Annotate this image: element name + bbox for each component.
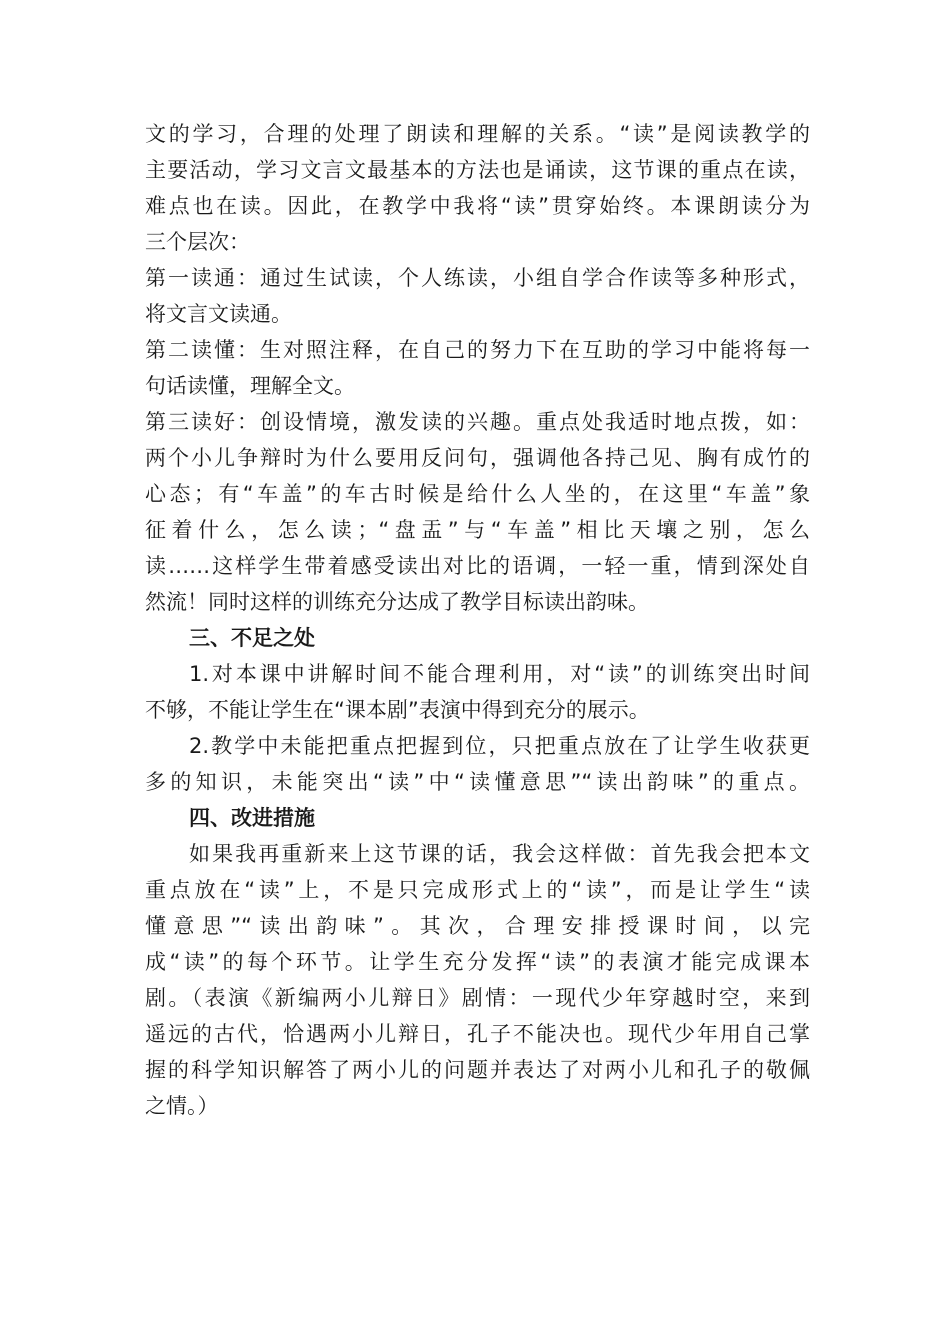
text-line: 如果我再重新来上这节课的话，我会这样做：首先我会把本文 — [189, 842, 810, 866]
text-line: 征着什么，怎么读；“盘盂”与“车盖”相比天壤之别，怎么 — [145, 518, 810, 542]
text-line: 第一读通：通过生试读，个人练读，小组自学合作读等多种形式， — [145, 266, 810, 290]
text-line: 心态；有“车盖”的车古时候是给什么人坐的，在这里“车盖”象 — [145, 482, 810, 506]
text-line: 1.对本课中讲解时间不能合理利用，对“读”的训练突出时间 — [189, 662, 810, 686]
text-line: 2.教学中未能把重点把握到位，只把重点放在了让学生收获更 — [189, 734, 810, 758]
text-line: 不够，不能让学生在“课本剧”表演中得到充分的展示。 — [145, 698, 650, 722]
text-line: 剧。（表演《新编两小儿辩日》剧情：一现代少年穿越时空，来到 — [145, 986, 810, 1010]
text-line: 难点也在读。因此，在教学中我将“读”贯穿始终。本课朗读分为 — [145, 194, 810, 218]
text-line: 句话读懂，理解全文。 — [145, 374, 355, 398]
text-line: 然流！同时这样的训练充分达成了教学目标读出韵味。 — [145, 590, 649, 614]
text-line: 读……这样学生带着感受读出对比的语调，一轻一重，情到深处自 — [145, 554, 810, 578]
text-line: 成“读”的每个环节。让学生充分发挥“读”的表演才能完成课本 — [145, 950, 810, 974]
text-line: 遥远的古代，恰遇两小儿辩日，孔子不能决也。现代少年用自己掌 — [145, 1022, 810, 1046]
document-body — [145, 116, 810, 1124]
text-line: 两个小儿争辩时为什么要用反问句，强调他各持己见、胸有成竹的 — [145, 446, 810, 470]
text-line: 懂意思”“读出韵味”。其次，合理安排授课时间，以完 — [145, 914, 810, 938]
text-line: 主要活动，学习文言文最基本的方法也是诵读，这节课的重点在读， — [145, 158, 810, 182]
text-line: 之情。） — [145, 1094, 219, 1118]
text-line: 多的知识，未能突出“读”中“读懂意思”“读出韵味”的重点。 — [145, 770, 810, 794]
section-heading-shortcomings: 三、不足之处 — [189, 626, 315, 650]
text-line: 将文言文读通。 — [145, 302, 292, 326]
text-line: 第二读懂：生对照注释，在自己的努力下在互助的学习中能将每一 — [145, 338, 810, 362]
text-line: 三个层次： — [145, 230, 250, 254]
text-line: 握的科学知识解答了两小儿的问题并表达了对两小儿和孔子的敬佩 — [145, 1058, 810, 1082]
text-line: 第三读好：创设情境，激发读的兴趣。重点处我适时地点拨，如： — [145, 410, 810, 434]
section-heading-improvements: 四、改进措施 — [189, 806, 315, 830]
text-line: 重点放在“读”上，不是只完成形式上的“读”，而是让学生“读 — [145, 878, 810, 902]
text-line: 文的学习，合理的处理了朗读和理解的关系。“读”是阅读教学的 — [145, 122, 810, 146]
